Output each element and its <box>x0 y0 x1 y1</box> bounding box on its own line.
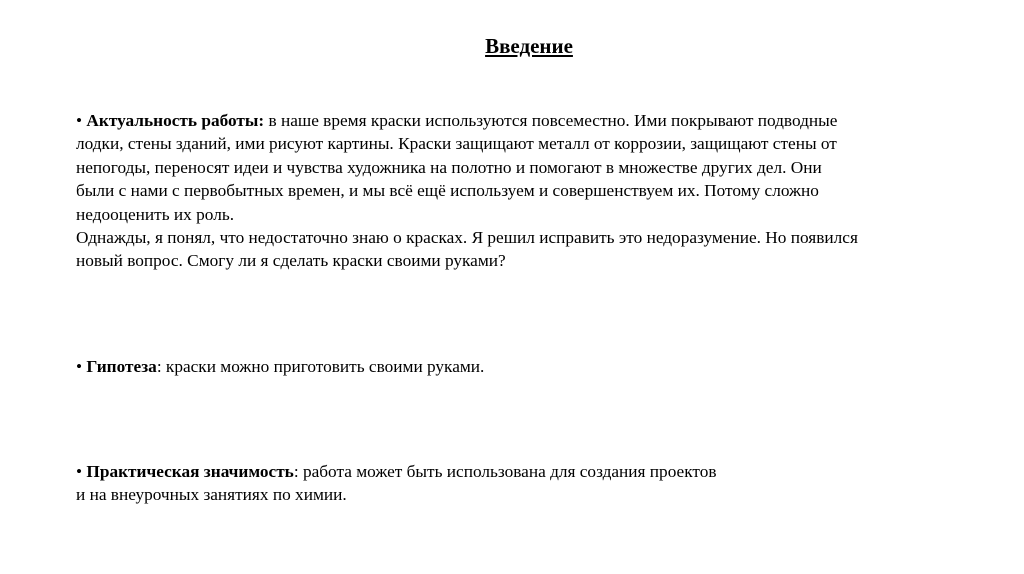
hypothesis-term: Гипотеза <box>86 357 157 376</box>
significance-line-1 <box>76 460 976 483</box>
relevance-paragraph <box>76 109 976 226</box>
relevance-line-5: недооценить их роль. <box>76 204 235 224</box>
relevance-section <box>76 109 976 273</box>
significance-paragraph <box>76 460 976 507</box>
relevance-line-1 <box>76 109 976 132</box>
relevance-p2-line-2: новый вопрос. Смогу ли я сделать краски своими руками? <box>76 251 506 271</box>
bullet: • <box>76 462 83 481</box>
significance-section <box>76 460 976 507</box>
relevance-p2-line-1: Однажды, я понял, что недостаточно знаю о красках. Я решил исправить это недоразумение. Но появился <box>76 228 858 248</box>
relevance-line-2: лодки, стены зданий, ими рисуют картины. Краски защищают металл от коррозии, защищают стены от <box>76 134 837 154</box>
bullet: • <box>76 111 83 130</box>
significance-text: : работа может быть использована для создания проектов <box>293 462 717 481</box>
relevance-text: в наше время краски используются повсеместно. Ими покрывают подводные <box>268 111 838 130</box>
hypothesis-text: : краски можно приготовить своими руками. <box>156 357 485 376</box>
hypothesis-line <box>76 355 976 378</box>
hypothesis-section <box>76 355 976 378</box>
relevance-line-3: непогоды, переносят идеи и чувства художника на полотно и помогают в множестве других дел. Они <box>76 157 822 177</box>
hypothesis-paragraph <box>76 355 976 378</box>
relevance-line-4: были с нами с первобытных времен, и мы всё ещё используем и совершенствуем их. Потому сложно <box>76 181 819 201</box>
relevance-paragraph-2 <box>76 226 976 273</box>
bullet: • <box>76 357 83 376</box>
significance-line-2: и на внеурочных занятиях по химии. <box>76 485 347 505</box>
significance-term: Практическая значимость <box>86 462 294 481</box>
slide-title: Введение <box>485 34 573 58</box>
relevance-term: Актуальность работы: <box>86 111 265 130</box>
